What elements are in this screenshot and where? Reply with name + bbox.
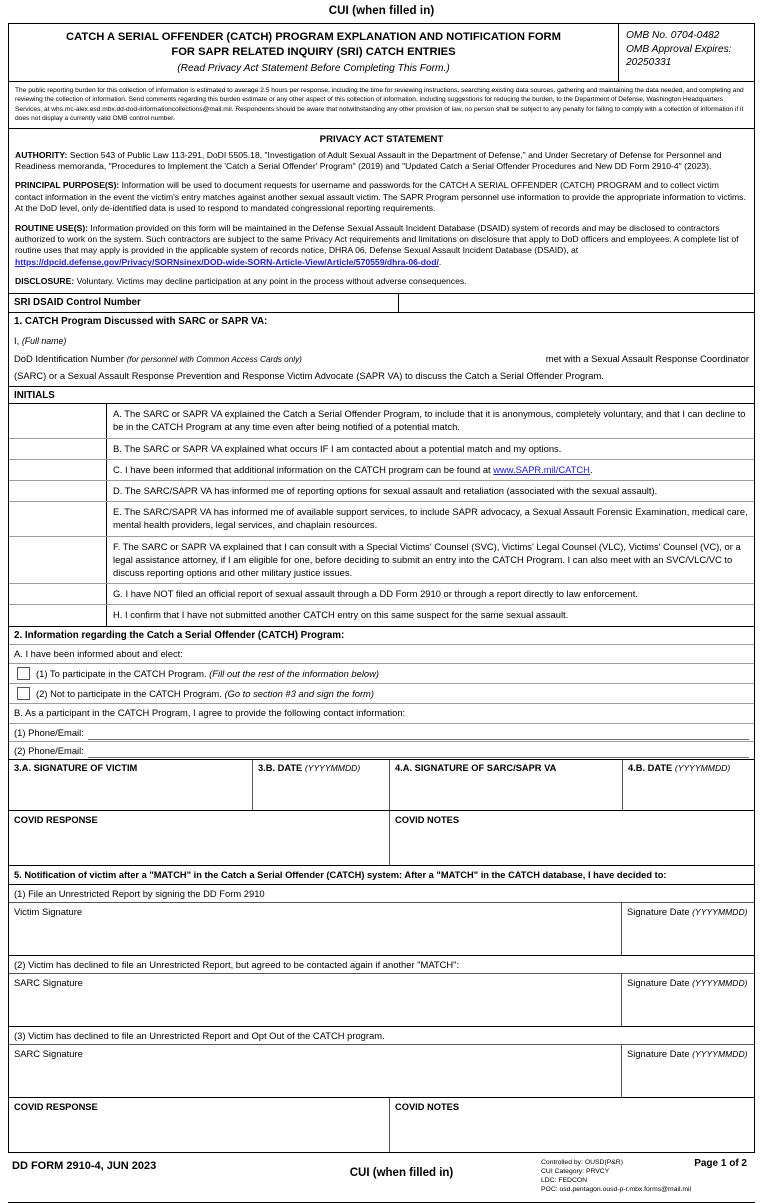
- covid-response-cell-upper[interactable]: [9, 811, 390, 865]
- initials-input-g[interactable]: [9, 584, 107, 604]
- covid-notes-cell-lower[interactable]: [390, 1098, 754, 1152]
- sri-control-row: [9, 294, 754, 314]
- section5-sarc-signature-input-2[interactable]: [9, 988, 621, 1026]
- form-title-line2: FOR SAPR RELATED INQUIRY (SRI) CATCH ENTRIES: [171, 46, 456, 58]
- initials-input-h[interactable]: [9, 605, 107, 625]
- initials-text-g: G. I have NOT filed an official report of sexual assault through a DD Form 2910 or through a report directly to law enforcement.: [113, 588, 638, 600]
- participate-choice-2-hint: (Go to section #3 and sign the form): [224, 688, 374, 700]
- privacy-purpose-text: Information will be used to document requests for username and passwords for the CATCH A SERIAL OFFENDER (CATCH) PROGRAM and to collect victim contact information in the event the victim's entry matches against another sexual assault victim. The SAPR Program personnel use information to provide the appropriate information to victims. At the DoD level, only de-identified data is used to respond to mandated congressional reporting requirements.: [15, 180, 746, 214]
- section5-date-label-2-text: Signature Date: [627, 976, 690, 988]
- section5-sarc-signature-label-2: SARC Signature: [14, 976, 83, 988]
- sarc-date-label-text: 4.B. DATE: [628, 762, 673, 773]
- covid-notes-label-lower: COVID NOTES: [395, 1101, 460, 1112]
- initials-text-d: D. The SARC/SAPR VA has informed me of reporting options for sexual assault and retaliation (associated with the sexual assault).: [113, 485, 658, 496]
- section5-date-label-3-text: Signature Date: [627, 1047, 690, 1059]
- victim-signature-input[interactable]: [9, 773, 252, 810]
- initials-row-b: [9, 439, 754, 460]
- cui-category-text: CUI Category: PRVCY: [541, 1167, 610, 1175]
- phone-email-1-label: (1) Phone/Email:: [14, 726, 84, 738]
- participate-checkbox[interactable]: [17, 667, 30, 680]
- section5-sarc-signature-cell-3[interactable]: [9, 1045, 622, 1097]
- victim-date-label-text: 3.B. DATE: [258, 762, 303, 773]
- initials-text-c-pre: C. I have been informed that additional information on the CATCH program can be found at: [113, 463, 494, 475]
- section5-signature-row-1: [9, 903, 754, 956]
- footer-meta-block: [541, 1158, 751, 1195]
- dodid-hint: (for personnel with Common Access Cards only): [126, 355, 302, 365]
- victim-date-cell[interactable]: [253, 760, 390, 810]
- privacy-routine-paragraph: [15, 223, 748, 269]
- covid-response-label-upper: COVID RESPONSE: [14, 814, 98, 825]
- phone-email-2-input[interactable]: [88, 745, 749, 758]
- omb-info-block: [619, 24, 754, 81]
- signature-row-3-4: [9, 760, 754, 811]
- section5-heading: 5. Notification of victim after a "MATCH" in the Catch a Serial Offender (CATCH) system: After a "MATCH" in the CATCH database, I have decided to:: [9, 866, 754, 885]
- covid-row-lower: [9, 1098, 754, 1152]
- section5-date-label-1-text: Signature Date: [627, 905, 690, 917]
- phone-email-1-row: [9, 724, 754, 742]
- sorn-article-link[interactable]: https://dpcid.defense.gov/Privacy/SORNsinex/DOD-wide-SORN-Article-View/Article/570559/dhra-06-dod/: [15, 256, 439, 267]
- initials-row-f: [9, 537, 754, 585]
- privacy-authority-label: AUTHORITY:: [15, 149, 68, 160]
- privacy-routine-text: Information provided on this form will be maintained in the Defense Sexual Assault Incident Database (DSAID) system of records and may be disclosed to contractors authorized to work on the system. Such contractors are subject to the same Privacy Act requirements and limitations on disclosure that apply to DoD officers and employees. A complete list of routine uses that may apply is provided in the applicable system of records notice, DHRA 06, Defense Sexual Assault Incident Database (DSAID), at: [15, 222, 739, 256]
- section1-tail-right: met with a Sexual Assault Response Coordinator: [545, 353, 749, 365]
- section2-heading: 2. Information regarding the Catch a Serial Offender (CATCH) Program:: [9, 627, 754, 645]
- privacy-disclosure-label: DISCLOSURE:: [15, 276, 75, 287]
- privacy-purpose-paragraph: [15, 180, 748, 214]
- section1-tail-line: (SARC) or a Sexual Assault Response Prevention and Response Victim Advocate (SAPR VA) to discuss the Catch a Serial Offender Program.: [14, 370, 604, 382]
- sarc-date-hint: (YYYYMMDD): [674, 762, 731, 773]
- not-participate-checkbox[interactable]: [17, 687, 30, 700]
- initials-text-c-post: .: [589, 463, 593, 475]
- form-body: [8, 23, 755, 1153]
- phone-email-1-input[interactable]: [88, 727, 749, 740]
- section1-heading: 1. CATCH Program Discussed with SARC or SAPR VA:: [14, 316, 268, 328]
- victim-name-prefix: I,: [14, 335, 20, 347]
- victim-date-label: [253, 760, 389, 773]
- covid-row-upper: [9, 811, 754, 866]
- poc-text: POC: osd.pentagon.ousd-p-r.mbx.forms@mail.mil: [541, 1186, 692, 1194]
- section5-victim-signature-cell[interactable]: [9, 903, 622, 955]
- section5-date-label-1: [622, 903, 754, 917]
- privacy-disclosure-paragraph: [15, 276, 748, 287]
- omb-expires-label: OMB Approval Expires:: [626, 43, 732, 55]
- section5-victim-signature-input[interactable]: [9, 917, 621, 955]
- section2-item-b: B. As a participant in the CATCH Program, I agree to provide the following contact information:: [9, 704, 754, 724]
- initials-text-f: F. The SARC or SAPR VA explained that I can consult with a Special Victims' Counsel (SVC), Victims' Legal Counsel (VLC), Victims' Counsel (VC), or a legal assistance attorney, if I am eligible for one, before deciding to submit an entry into the CATCH Program. I can also meet with an SVC/VLC/VC to discuss reporting options and other military justice issues.: [113, 540, 741, 579]
- section5-date-hint-1: (YYYYMMDD): [692, 906, 748, 917]
- covid-notes-label-upper: COVID NOTES: [395, 814, 460, 825]
- section5-date-cell-2[interactable]: [622, 974, 754, 1026]
- section5-option-2-label: (2) Victim has declined to file an Unrestricted Report, but agreed to be contacted again if another "MATCH":: [9, 956, 754, 974]
- participate-choice-1-hint: (Fill out the rest of the information below): [209, 668, 380, 680]
- ldc-text: LDC: FEDCON: [541, 1177, 588, 1185]
- cui-banner-top: CUI (when filled in): [328, 5, 435, 17]
- covid-notes-cell-upper[interactable]: [390, 811, 754, 865]
- section5-signature-row-3: [9, 1045, 754, 1098]
- section5-date-input-1[interactable]: [622, 917, 754, 955]
- controlled-by-text: Controlled by: OUSD(P&R): [541, 1158, 623, 1166]
- initials-text-c: [107, 460, 754, 480]
- section5-option-1-label: (1) File an Unrestricted Report by signing the DD Form 2910: [9, 885, 754, 903]
- victim-name-input[interactable]: [69, 332, 629, 344]
- section5-date-hint-3: (YYYYMMDD): [692, 1048, 748, 1059]
- victim-name-hint: (Full name): [21, 336, 67, 347]
- sarc-signature-cell[interactable]: [390, 760, 623, 810]
- initials-row-h: [9, 605, 754, 626]
- privacy-authority-paragraph: [15, 150, 748, 173]
- section5-date-cell-1[interactable]: [622, 903, 754, 955]
- initials-input-a[interactable]: [9, 404, 107, 437]
- privacy-authority-text: Section 543 of Public Law 113-291, DoDI 5505.18, "Investigation of Adult Sexual Assault in the Department of Defense," and Under Secretary of Defense for Personnel and Readiness memoranda, "Procedures to Implement the 'Catch a Serial Offender' Program" (2019) and "Updated Catch a Serial Offender Procedures and New DD Form 2910-4" (2023).: [15, 149, 722, 172]
- section5-date-hint-2: (YYYYMMDD): [692, 977, 748, 988]
- section5-option-3-label: (3) Victim has declined to file an Unrestricted Report and Opt Out of the CATCH program.: [9, 1027, 754, 1045]
- form-title-line3: (Read Privacy Act Statement Before Completing This Form.): [177, 63, 450, 74]
- form-title-row: [9, 24, 754, 82]
- page-number: Page 1 of 2: [694, 1157, 747, 1169]
- form-title-block: [9, 24, 619, 81]
- victim-signature-cell[interactable]: [9, 760, 253, 810]
- section1-statement-block: [9, 330, 754, 387]
- phone-email-2-row: [9, 742, 754, 760]
- sri-control-label: SRI DSAID Control Number: [9, 294, 399, 313]
- dodid-label: DoD Identification Number: [14, 353, 124, 365]
- sarc-date-label: [623, 760, 754, 773]
- initials-header: INITIALS: [9, 387, 754, 404]
- initials-row-d: [9, 481, 754, 502]
- section5-date-label-2: [622, 974, 754, 988]
- sarc-signature-input[interactable]: [390, 773, 622, 810]
- covid-response-input-lower[interactable]: [9, 1112, 389, 1152]
- covid-notes-input-upper[interactable]: [390, 825, 754, 865]
- privacy-routine-label: ROUTINE USE(S):: [15, 222, 89, 233]
- victim-signature-label: 3.A. SIGNATURE OF VICTIM: [14, 762, 138, 773]
- section5-victim-signature-label: Victim Signature: [14, 905, 83, 917]
- initials-table: [9, 387, 754, 626]
- form-id-label: DD FORM 2910-4, JUN 2023: [12, 1159, 157, 1172]
- victim-date-input[interactable]: [253, 773, 389, 810]
- omb-number: OMB No. 0704-0482: [626, 30, 720, 41]
- privacy-act-title: PRIVACY ACT STATEMENT: [319, 133, 444, 145]
- section5-date-label-3: [622, 1045, 754, 1059]
- participate-choice-1-text: (1) To participate in the CATCH Program.: [36, 668, 210, 680]
- sri-control-input[interactable]: [399, 294, 754, 313]
- privacy-routine-text-end: .: [438, 256, 442, 267]
- omb-expires-date: 20250331: [626, 57, 672, 68]
- form-footer: [8, 1153, 755, 1201]
- covid-response-cell-lower[interactable]: [9, 1098, 390, 1152]
- initials-row-e: [9, 502, 754, 536]
- initials-row-c: [9, 460, 754, 481]
- sapr-catch-link[interactable]: www.SAPR.mil/CATCH: [493, 463, 590, 475]
- initials-input-b[interactable]: [9, 439, 107, 459]
- initials-text-a: A. The SARC or SAPR VA explained the Catch a Serial Offender Program, to include that it is anonymous, completely voluntary, and that I can decline to be in the CATCH Program at any time even after being notified of a potential match.: [113, 408, 746, 433]
- privacy-disclosure-text: Voluntary. Victims may decline participation at any point in the process without adverse consequences.: [74, 276, 467, 287]
- section5-date-cell-3[interactable]: [622, 1045, 754, 1097]
- covid-notes-input-lower[interactable]: [390, 1112, 754, 1152]
- victim-name-line: [14, 332, 749, 350]
- section5-signature-row-2: [9, 974, 754, 1027]
- dodid-line: [14, 350, 749, 368]
- participate-choice-1-label: [36, 664, 379, 683]
- initials-input-c[interactable]: [9, 460, 107, 480]
- section5-date-input-2[interactable]: [622, 988, 754, 1026]
- participate-choice-2-label: [36, 684, 374, 703]
- initials-row-a: [9, 404, 754, 438]
- victim-date-hint: (YYYYMMDD): [304, 762, 361, 773]
- initials-text-b: B. The SARC or SAPR VA explained what occurs IF I am contacted about a potential match and my options.: [113, 442, 562, 454]
- covid-response-label-lower: COVID RESPONSE: [14, 1101, 98, 1112]
- phone-email-2-label: (2) Phone/Email:: [14, 744, 84, 756]
- covid-response-input-upper[interactable]: [9, 825, 389, 865]
- section5-date-input-3[interactable]: [622, 1059, 754, 1097]
- dodid-input[interactable]: [305, 350, 465, 362]
- cui-banner-bottom: CUI (when filled in): [349, 1166, 454, 1179]
- sarc-date-cell[interactable]: [623, 760, 754, 810]
- sarc-date-input[interactable]: [623, 773, 754, 810]
- section5-sarc-signature-cell-2[interactable]: [9, 974, 622, 1026]
- participate-choice-1-row[interactable]: [9, 664, 754, 684]
- section5-sarc-signature-input-3[interactable]: [9, 1059, 621, 1097]
- participate-choice-2-text: (2) Not to participate in the CATCH Program.: [36, 688, 225, 700]
- initials-text-e: E. The SARC/SAPR VA has informed me of available support services, to include SAPR advocacy, a Sexual Assault Forensic Examination, medical care, mental health providers, legal services, and chaplain resources.: [113, 506, 748, 531]
- initials-text-h: H. I confirm that I have not submitted another CATCH entry on this same suspect for the same sexual assault.: [113, 609, 569, 621]
- section2-item-a: A. I have been informed about and elect:: [9, 645, 754, 665]
- initials-input-d[interactable]: [9, 481, 107, 501]
- form-title-line1: CATCH A SERIAL OFFENDER (CATCH) PROGRAM EXPLANATION AND NOTIFICATION FORM: [66, 31, 561, 43]
- public-burden-statement: The public reporting burden for this collection of information is estimated to average 2.5 hours per response, including the time for reviewing instructions, searching existing data sources, gathering and maintaining the data needed, and completing and reviewing the collection of information. Send comments regarding this burden estimate or any other aspect of this collection of information, including suggestions for reducing the burden, to the Department of Defense, Washington Headquarters Services, at whs.mc-alex.esd.mbx.dd-dod-informationcollections@mail.mil. Respondents should be aware that notwithstanding any other provision of law, no person shall be subject to any penalty for failing to comply with a collection of information if it does not display a currently valid OMB control number.: [9, 82, 754, 129]
- privacy-act-statement: [9, 129, 754, 294]
- initials-row-g: [9, 584, 754, 605]
- initials-input-f[interactable]: [9, 537, 107, 584]
- participate-choice-2-row[interactable]: [9, 684, 754, 704]
- section5-sarc-signature-label-3: SARC Signature: [14, 1047, 83, 1059]
- initials-input-e[interactable]: [9, 502, 107, 535]
- privacy-purpose-label: PRINCIPAL PURPOSE(S):: [15, 180, 120, 191]
- sarc-signature-label: 4.A. SIGNATURE OF SARC/SAPR VA: [395, 762, 557, 773]
